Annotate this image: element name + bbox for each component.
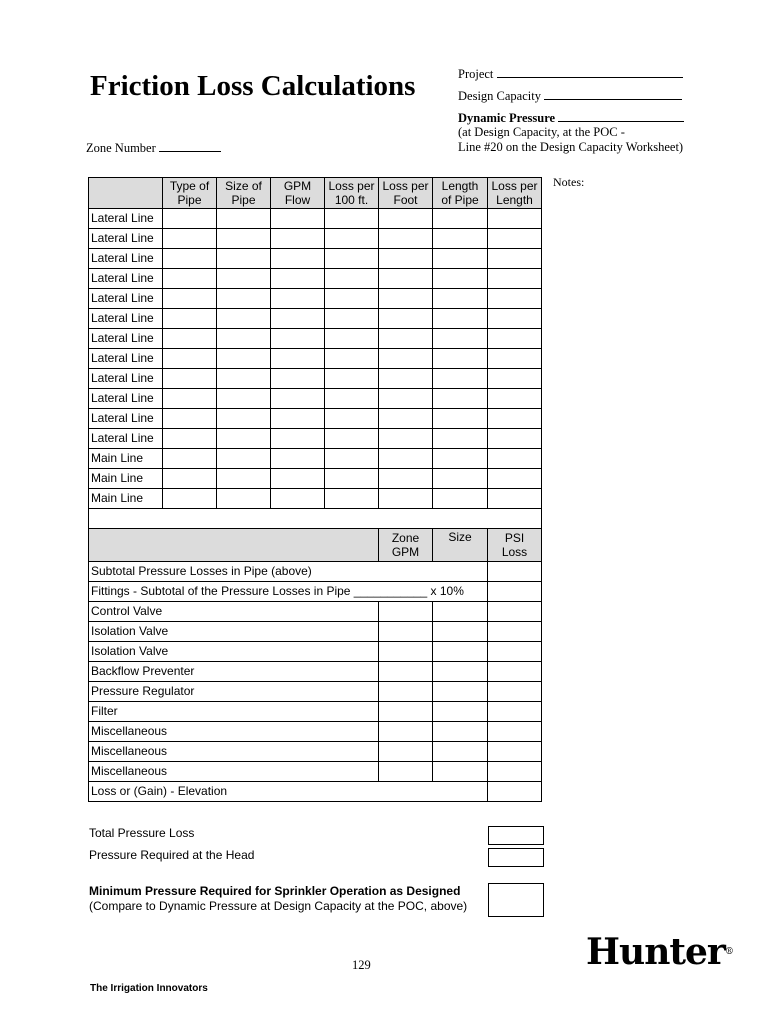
design-capacity-line[interactable] (544, 88, 682, 100)
input-cell[interactable] (433, 702, 488, 722)
row-label: Lateral Line (89, 229, 163, 249)
table-row (89, 369, 542, 389)
table-row (89, 582, 542, 602)
input-cell[interactable] (433, 602, 488, 622)
input-cell[interactable] (433, 209, 488, 229)
input-cell[interactable] (433, 722, 488, 742)
input-cell[interactable] (488, 662, 542, 682)
elevation-label: Loss or (Gain) - Elevation (89, 782, 488, 802)
input-cell[interactable] (325, 389, 379, 409)
row-label: Filter (89, 702, 379, 722)
row-label: Control Valve (89, 602, 379, 622)
row-label: Pressure Regulator (89, 682, 379, 702)
input-cell[interactable] (271, 389, 325, 409)
input-cell[interactable] (217, 389, 271, 409)
table-row (89, 489, 542, 509)
fittings-label: Fittings - Subtotal of the Pressure Losses in Pipe ___________ x 10% (89, 582, 488, 602)
header-loss-per-100ft: Loss per 100 ft. (325, 178, 379, 209)
input-cell[interactable] (325, 209, 379, 229)
input-cell[interactable] (379, 489, 433, 509)
input-cell[interactable] (488, 409, 542, 429)
input-cell[interactable] (488, 389, 542, 409)
input-cell[interactable] (488, 489, 542, 509)
input-cell[interactable] (379, 449, 433, 469)
input-cell[interactable] (217, 349, 271, 369)
input-cell[interactable] (271, 309, 325, 329)
input-cell[interactable] (379, 409, 433, 429)
dynamic-pressure-note-2: Line #20 on the Design Capacity Worksheet) (458, 140, 684, 154)
zone-number-field (86, 140, 221, 156)
input-cell[interactable] (163, 269, 217, 289)
input-cell[interactable] (488, 229, 542, 249)
input-cell[interactable] (325, 409, 379, 429)
input-cell[interactable] (325, 329, 379, 349)
input-cell[interactable] (433, 269, 488, 289)
hunter-logo (586, 932, 733, 972)
table-row (89, 782, 542, 802)
input-cell[interactable] (217, 489, 271, 509)
component-table-header (89, 529, 542, 562)
input-cell[interactable] (271, 289, 325, 309)
input-cell[interactable] (433, 662, 488, 682)
input-cell[interactable] (325, 349, 379, 369)
pressure-at-head-label: Pressure Required at the Head (89, 848, 255, 862)
row-label: Lateral Line (89, 389, 163, 409)
input-cell[interactable] (433, 429, 488, 449)
row-label: Lateral Line (89, 289, 163, 309)
input-cell[interactable] (271, 489, 325, 509)
input-cell[interactable] (325, 429, 379, 449)
row-label: Lateral Line (89, 349, 163, 369)
input-cell[interactable] (379, 642, 433, 662)
input-cell[interactable] (163, 469, 217, 489)
dynamic-pressure-note-1: (at Design Capacity, at the POC - (458, 125, 625, 139)
table-row (89, 269, 542, 289)
input-cell[interactable] (379, 269, 433, 289)
input-cell[interactable] (163, 369, 217, 389)
input-cell[interactable] (488, 329, 542, 349)
table-row (89, 389, 542, 409)
row-label: Main Line (89, 469, 163, 489)
input-cell[interactable] (163, 229, 217, 249)
input-cell[interactable] (379, 229, 433, 249)
page-number: 129 (352, 958, 371, 972)
row-label: Lateral Line (89, 369, 163, 389)
input-cell[interactable] (488, 622, 542, 642)
spacer-row (89, 509, 542, 529)
table-row (89, 702, 542, 722)
input-cell[interactable] (433, 309, 488, 329)
input-cell[interactable] (271, 409, 325, 429)
table-row (89, 309, 542, 329)
input-cell[interactable] (217, 449, 271, 469)
input-cell[interactable] (379, 602, 433, 622)
input-cell[interactable] (488, 742, 542, 762)
row-label: Lateral Line (89, 409, 163, 429)
input-cell[interactable] (217, 329, 271, 349)
input-cell[interactable] (433, 742, 488, 762)
project-field (458, 66, 683, 82)
header-type-of-pipe: Type of Pipe (163, 178, 217, 209)
input-cell[interactable] (379, 702, 433, 722)
input-cell[interactable] (488, 602, 542, 622)
input-cell[interactable] (433, 489, 488, 509)
table-row (89, 562, 542, 582)
project-line[interactable] (497, 66, 683, 78)
input-cell[interactable] (379, 762, 433, 782)
table-row (89, 762, 542, 782)
row-label: Miscellaneous (89, 742, 379, 762)
input-cell[interactable] (488, 722, 542, 742)
input-cell[interactable] (163, 489, 217, 509)
input-cell[interactable] (271, 369, 325, 389)
input-cell[interactable] (379, 369, 433, 389)
input-cell[interactable] (433, 762, 488, 782)
subtotal-label: Subtotal Pressure Losses in Pipe (above) (89, 562, 488, 582)
design-capacity-label: Design Capacity (458, 89, 541, 103)
input-cell[interactable] (325, 229, 379, 249)
zone-number-line[interactable] (159, 140, 221, 152)
input-cell[interactable] (325, 489, 379, 509)
table-row (89, 662, 542, 682)
table-row (89, 449, 542, 469)
header-cell-blank (89, 178, 163, 209)
input-cell[interactable] (217, 269, 271, 289)
registered-mark: ® (724, 947, 733, 957)
row-label: Lateral Line (89, 329, 163, 349)
page-title: Friction Loss Calculations (90, 70, 416, 102)
table-row (89, 249, 542, 269)
input-cell[interactable] (325, 449, 379, 469)
input-cell[interactable] (433, 389, 488, 409)
table-row (89, 209, 542, 229)
input-cell[interactable] (325, 269, 379, 289)
table-row (89, 229, 542, 249)
input-cell[interactable] (325, 309, 379, 329)
input-cell[interactable] (488, 249, 542, 269)
input-cell[interactable] (488, 269, 542, 289)
input-cell[interactable] (217, 209, 271, 229)
input-cell[interactable] (325, 469, 379, 489)
input-cell[interactable] (433, 642, 488, 662)
input-cell[interactable] (271, 229, 325, 249)
input-cell[interactable] (379, 682, 433, 702)
input-cell[interactable] (488, 682, 542, 702)
input-cell[interactable] (217, 249, 271, 269)
row-label: Lateral Line (89, 249, 163, 269)
input-cell[interactable] (163, 409, 217, 429)
input-cell[interactable] (433, 622, 488, 642)
dynamic-pressure-line[interactable] (558, 110, 684, 122)
row-label: Lateral Line (89, 309, 163, 329)
input-cell[interactable] (488, 562, 542, 582)
input-cell[interactable] (271, 469, 325, 489)
notes-label: Notes: (553, 175, 585, 189)
spacer-cell (89, 509, 542, 529)
input-cell[interactable] (163, 429, 217, 449)
input-cell[interactable] (379, 249, 433, 269)
input-cell[interactable] (271, 329, 325, 349)
input-cell[interactable] (488, 582, 542, 602)
input-cell[interactable] (217, 369, 271, 389)
dynamic-pressure-label: Dynamic Pressure (458, 111, 556, 125)
table-row (89, 722, 542, 742)
min-pressure-note: (Compare to Dynamic Pressure at Design Capacity at the POC, above) (89, 899, 468, 913)
input-cell[interactable] (488, 289, 542, 309)
input-cell[interactable] (163, 209, 217, 229)
input-cell[interactable] (217, 289, 271, 309)
total-pressure-loss-label: Total Pressure Loss (89, 826, 195, 840)
table-row (89, 742, 542, 762)
design-capacity-field (458, 88, 682, 104)
input-cell[interactable] (433, 449, 488, 469)
row-label: Lateral Line (89, 209, 163, 229)
input-cell[interactable] (488, 702, 542, 722)
input-cell[interactable] (433, 369, 488, 389)
input-cell[interactable] (488, 349, 542, 369)
input-cell[interactable] (433, 469, 488, 489)
input-cell[interactable] (271, 449, 325, 469)
input-cell[interactable] (488, 209, 542, 229)
input-cell[interactable] (217, 469, 271, 489)
header-size-of-pipe: Size of Pipe (217, 178, 271, 209)
input-cell[interactable] (163, 309, 217, 329)
input-cell[interactable] (379, 349, 433, 369)
table-row (89, 329, 542, 349)
header-size: Size (433, 529, 488, 562)
input-cell[interactable] (433, 682, 488, 702)
input-cell[interactable] (379, 329, 433, 349)
input-cell[interactable] (433, 289, 488, 309)
input-cell[interactable] (325, 289, 379, 309)
row-label: Main Line (89, 489, 163, 509)
dynamic-pressure-field (458, 110, 684, 126)
row-label: Miscellaneous (89, 762, 379, 782)
input-cell[interactable] (271, 429, 325, 449)
table-row (89, 409, 542, 429)
input-cell[interactable] (163, 389, 217, 409)
table-row (89, 682, 542, 702)
input-cell[interactable] (271, 269, 325, 289)
input-cell[interactable] (271, 209, 325, 229)
input-cell[interactable] (433, 409, 488, 429)
row-label: Lateral Line (89, 429, 163, 449)
tagline: The Irrigation Innovators (90, 983, 208, 994)
input-cell[interactable] (163, 289, 217, 309)
input-cell[interactable] (488, 642, 542, 662)
input-cell[interactable] (163, 449, 217, 469)
brand-name: Hunter (586, 931, 725, 973)
table-row (89, 349, 542, 369)
input-cell[interactable] (433, 249, 488, 269)
header-psi-loss: PSI Loss (488, 529, 542, 562)
input-cell[interactable] (379, 309, 433, 329)
input-cell[interactable] (271, 349, 325, 369)
input-cell[interactable] (379, 722, 433, 742)
input-cell[interactable] (488, 782, 542, 802)
input-cell[interactable] (488, 309, 542, 329)
input-cell[interactable] (325, 249, 379, 269)
table-row (89, 469, 542, 489)
input-cell[interactable] (488, 762, 542, 782)
table-row (89, 289, 542, 309)
input-cell[interactable] (379, 662, 433, 682)
input-cell[interactable] (379, 742, 433, 762)
header-length-of-pipe: Length of Pipe (433, 178, 488, 209)
input-cell[interactable] (163, 249, 217, 269)
input-cell[interactable] (163, 329, 217, 349)
table-row (89, 642, 542, 662)
pipe-friction-table (88, 177, 542, 802)
header-loss-per-foot: Loss per Foot (379, 178, 433, 209)
row-label: Isolation Valve (89, 622, 379, 642)
input-cell[interactable] (325, 369, 379, 389)
input-cell[interactable] (379, 622, 433, 642)
project-label: Project (458, 67, 494, 81)
input-cell[interactable] (217, 409, 271, 429)
input-cell[interactable] (488, 469, 542, 489)
input-cell[interactable] (433, 349, 488, 369)
total-pressure-loss-box[interactable] (488, 826, 544, 845)
row-label: Backflow Preventer (89, 662, 379, 682)
component-header-blank (89, 529, 379, 562)
input-cell[interactable] (217, 309, 271, 329)
zone-number-label: Zone Number (86, 141, 156, 155)
input-cell[interactable] (217, 229, 271, 249)
header-loss-per-length: Loss per Length (488, 178, 542, 209)
table-row (89, 602, 542, 622)
input-cell[interactable] (433, 229, 488, 249)
row-label: Main Line (89, 449, 163, 469)
row-label: Isolation Valve (89, 642, 379, 662)
row-label: Miscellaneous (89, 722, 379, 742)
input-cell[interactable] (488, 449, 542, 469)
table-row (89, 622, 542, 642)
input-cell[interactable] (163, 349, 217, 369)
input-cell[interactable] (217, 429, 271, 449)
input-cell[interactable] (379, 289, 433, 309)
input-cell[interactable] (488, 429, 542, 449)
pipe-table-header (89, 178, 542, 209)
input-cell[interactable] (271, 249, 325, 269)
min-pressure-box[interactable] (488, 883, 544, 917)
input-cell[interactable] (379, 209, 433, 229)
input-cell[interactable] (379, 469, 433, 489)
input-cell[interactable] (379, 429, 433, 449)
row-label: Lateral Line (89, 269, 163, 289)
input-cell[interactable] (488, 369, 542, 389)
table-row (89, 429, 542, 449)
header-gpm-flow: GPM Flow (271, 178, 325, 209)
min-pressure-label: Minimum Pressure Required for Sprinkler Operation as Designed (89, 884, 461, 898)
input-cell[interactable] (379, 389, 433, 409)
pressure-at-head-box[interactable] (488, 848, 544, 867)
header-zone-gpm: Zone GPM (379, 529, 433, 562)
input-cell[interactable] (433, 329, 488, 349)
